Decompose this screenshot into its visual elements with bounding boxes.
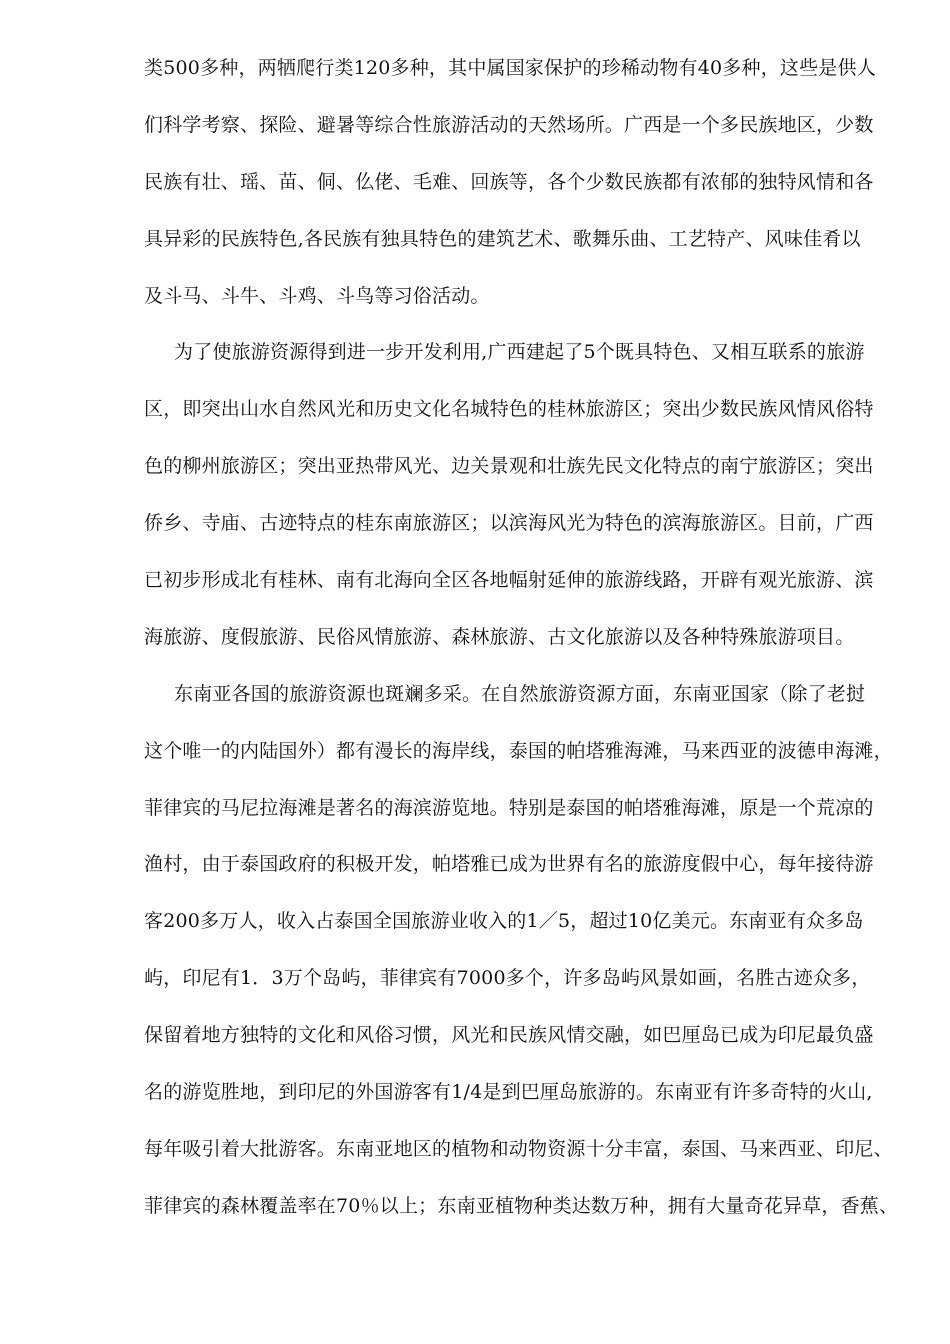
document-body — [144, 40, 899, 1235]
text-line: 及斗马、斗牛、斗鸡、斗鸟等习俗活动。 — [144, 284, 490, 307]
text-line: 类500多种，两牺爬行类120多种，其中属国家保护的珍稀动物有40多种，这些是供人 — [144, 57, 876, 79]
text-line: 侨乡、寺庙、古迹特点的桂东南旅游区；以滨海风光为特色的滨海旅游区。目前，广西 — [144, 512, 874, 535]
text-line: 每年吸引着大批游客。东南亚地区的植物和动物资源十分丰富，泰国、马来西亚、印尼、 — [144, 1137, 893, 1160]
text-line: 菲律宾的森林覆盖率在70％以上；东南亚植物种类达数万种，拥有大量奇花异草，香蕉、 — [144, 1194, 899, 1217]
text-line: 屿，印尼有1．3万个岛屿，菲律宾有7000多个，许多岛屿风景如画，名胜古迹众多， — [144, 967, 871, 990]
paragraph-first-line: 东南亚各国的旅游资源也斑斓多采。在自然旅游资源方面，东南亚国家（除了老挝 — [174, 682, 866, 705]
text-line: 名的游览胜地，到印尼的外国游客有1/4是到巴厘岛旅游的。东南亚有许多奇特的火山, — [144, 1081, 873, 1104]
text-line: 菲律宾的马尼拉海滩是著名的海滨游览地。特别是泰国的帕塔雅海滩，原是一个荒凉的 — [144, 796, 874, 819]
text-line: 这个唯一的内陆国外）都有漫长的海岸线，泰国的帕塔雅海滩，马来西亚的波德申海滩， — [144, 739, 893, 762]
text-line: 色的柳州旅游区；突出亚热带风光、边关景观和壮族先民文化特点的南宁旅游区；突出 — [144, 455, 874, 478]
text-line: 已初步形成北有桂林、南有北海向全区各地幅射延伸的旅游线路，开辟有观光旅游、滨 — [144, 569, 874, 592]
text-line: 海旅游、度假旅游、民俗风情旅游、森林旅游、古文化旅游以及各种特殊旅游项目。 — [144, 625, 855, 648]
paragraph-first-line: 为了使旅游资源得到进一步开发利用,广西建起了5个既具特色、又相互联系的旅游 — [174, 341, 865, 364]
text-line: 具异彩的民族特色,各民族有独具特色的建筑艺术、歌舞乐曲、工艺特产、风味佳肴以 — [144, 227, 861, 250]
text-line: 保留着地方独特的文化和风俗习惯，风光和民族风情交融，如巴厘岛已成为印尼最负盛 — [144, 1024, 874, 1047]
text-line: 民族有壮、瑶、苗、侗、仫佬、毛难、回族等，各个少数民族都有浓郁的独特风情和各 — [144, 170, 874, 193]
text-line: 们科学考察、探险、避暑等综合性旅游活动的天然场所。广西是一个多民族地区，少数 — [144, 113, 874, 136]
text-line: 渔村，由于泰国政府的积极开发，帕塔雅已成为世界有名的旅游度假中心，每年接待游 — [144, 853, 874, 876]
text-line: 区，即突出山水自然风光和历史文化名城特色的桂林旅游区；突出少数民族风情风俗特 — [144, 398, 874, 421]
text-line: 客200多万人，收入占泰国全国旅游业收入的1／5，超过10亿美元。东南亚有众多岛 — [144, 910, 864, 933]
